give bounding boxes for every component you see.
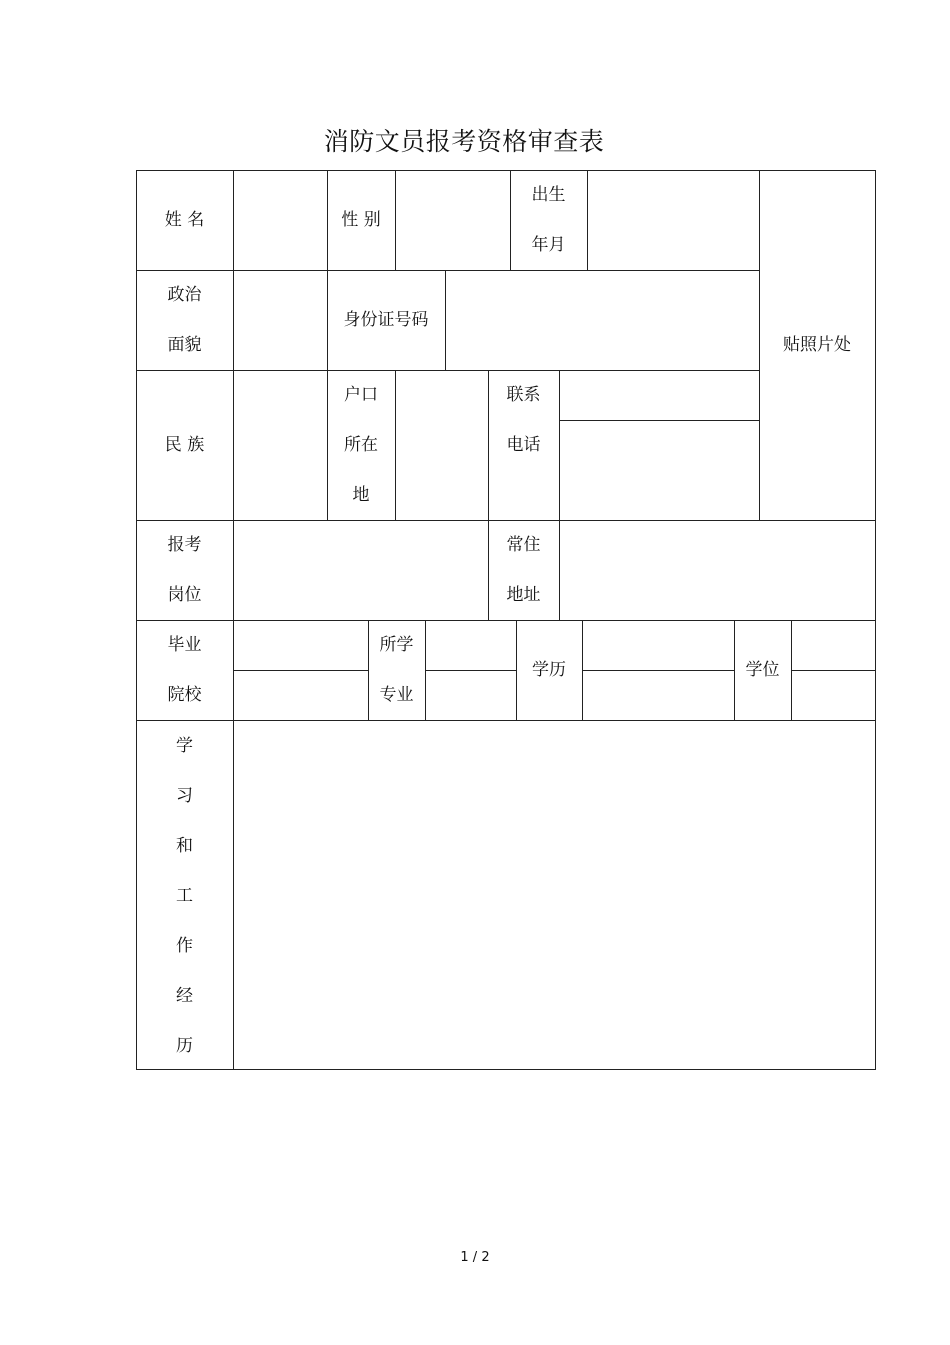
name-field[interactable] [234, 171, 327, 270]
political-status-field[interactable] [234, 271, 327, 370]
school-label: 毕业 院校 [167, 635, 202, 705]
degree-field-1[interactable] [792, 621, 875, 670]
hukou-label: 户口 所在 地 [344, 385, 378, 505]
hukou-field[interactable] [396, 371, 488, 520]
experience-field[interactable] [234, 721, 875, 1069]
page-number: 1 / 2 [460, 1250, 490, 1265]
major-label: 所学 专业 [379, 635, 414, 705]
name-label: 姓 名 [164, 210, 205, 230]
degree-field-2[interactable] [792, 671, 875, 720]
political-status-label: 政治 面貌 [167, 285, 202, 355]
page-title: 消防文员报考资格审查表 [323, 127, 605, 156]
gender-field[interactable] [396, 171, 510, 270]
school-field-2[interactable] [234, 671, 368, 720]
degree-label: 学位 [745, 660, 780, 680]
major-field-2[interactable] [426, 671, 516, 720]
major-field-1[interactable] [426, 621, 516, 670]
school-field-1[interactable] [234, 621, 368, 670]
phone-field-1[interactable] [560, 371, 759, 420]
education-field-1[interactable] [583, 621, 734, 670]
address-field[interactable] [560, 521, 875, 620]
ethnicity-field[interactable] [234, 371, 327, 520]
birth-date-label: 出生 年月 [531, 185, 566, 255]
phone-label: 联系 电话 [506, 385, 541, 455]
position-field[interactable] [234, 521, 488, 620]
address-label: 常住 地址 [506, 535, 541, 605]
position-label: 报考 岗位 [167, 535, 202, 605]
id-number-field[interactable] [446, 271, 759, 370]
gender-label: 性 别 [341, 210, 381, 230]
photo-placeholder: 贴照片处 [783, 335, 851, 355]
birth-date-field[interactable] [588, 171, 759, 270]
ethnicity-label: 民 族 [164, 435, 205, 455]
experience-label: 学 习 和 工 作 经 历 [176, 736, 193, 1056]
education-label: 学历 [532, 660, 566, 680]
education-field-2[interactable] [583, 671, 734, 720]
phone-field-2[interactable] [560, 421, 759, 520]
id-number-label: 身份证号码 [343, 310, 429, 330]
